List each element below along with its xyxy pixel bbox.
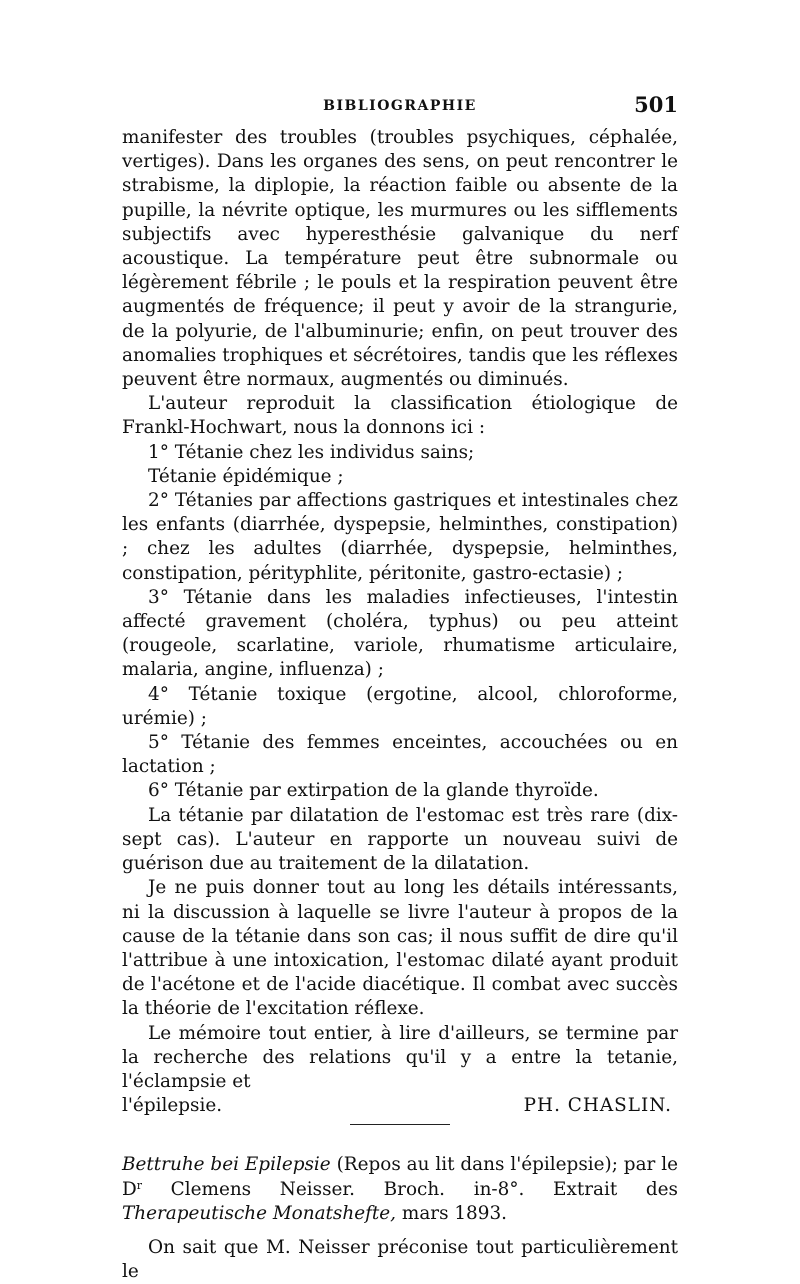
paragraph: manifester des troubles (troubles psychiques, céphalée, vertiges). Dans les organes des sens, on peut rencontrer le strabisme, la diplopie, la réaction faible ou absente de la pupille, la névrite optique, les murmures ou les sifflements subjectifs avec hyperesthésie galvanique du nerf acoustique. La température peut être subnormale ou légèrement fébrile ; le pouls et la respiration peuvent être augmentés de fréquence; il peut y avoir de la strangurie, de la polyurie, de l'albuminurie; enfin, on peut trouver des anomalies trophiques et sécrétoires, tandis que les réflexes peuvent être normaux, augmentés ou diminués. — [122, 127, 678, 391]
list-item: Tétanie épidémique ; — [148, 465, 344, 487]
running-title: BIBLIOGRAPHIE — [323, 98, 477, 114]
list-item: 4° Tétanie toxique (ergotine, alcool, chloroforme, urémie) ; — [122, 683, 678, 729]
paragraph: L'auteur reproduit la classification étiologique de Frankl-Hochwart, nous la donnons ici : — [122, 393, 678, 439]
list-item: 1° Tétanie chez les individus sains; — [148, 441, 475, 463]
last-line-text: l'épilepsie. — [122, 1095, 223, 1117]
author-signature: PH. CHASLIN. — [523, 1095, 672, 1117]
citation-entry — [122, 1153, 678, 1226]
citation-title: Bettruhe bei Epilepsie — [122, 1154, 331, 1176]
paragraph: La tétanie par dilatation de l'estomac est très rare (dix-sept cas). L'auteur en rapporte un nouveau suivi de guérison due au traitement de la dilatation. — [122, 804, 678, 875]
body-text — [122, 126, 678, 1284]
citation-journal: Therapeutische Monatshefte, — [122, 1202, 397, 1224]
paragraph: Le mémoire tout entier, à lire d'ailleurs, se termine par la recherche des relations qu'il y a entre la tetanie, l'éclampsie et — [122, 1022, 678, 1092]
paragraph: Je ne puis donner tout au long les détails intéressants, ni la discussion à laquelle se livre l'auteur à propos de la cause de la tétanie dans son cas; il nous suffit de dire qu'il l'attribue à une intoxication, l'estomac dilaté ayant produit de l'acétone et de l'acide diacétique. Il combat avec succès la théorie de l'excitation réflexe. — [122, 877, 678, 1020]
citation-text: Clemens Neisser. Broch. in-8°. Extrait des — [142, 1178, 678, 1200]
signature-line — [122, 1094, 678, 1118]
page-number: 501 — [634, 92, 678, 117]
citation-text: mars 1893. — [396, 1202, 508, 1224]
list-item: 6° Tétanie par extirpation de la glande thyroïde. — [148, 780, 599, 802]
citation-text: (Repos au lit dans l'épilepsie); par le D — [122, 1154, 678, 1200]
closing-paragraph: On sait que M. Neisser préconise tout particulièrement le — [122, 1236, 678, 1283]
citation-superscript: r — [136, 1178, 143, 1192]
book-page — [122, 92, 678, 1284]
list-item: 2° Tétanies par affections gastriques et intestinales chez les enfants (diarrhée, dyspepsie, helminthes, constipation) ; chez les adultes (diarrhée, dyspepsie, helminthes, constipation, pérityphlite, péritonite, gastro-ectasie) ; — [122, 490, 678, 584]
running-head — [122, 92, 678, 122]
list-item: 5° Tétanie des femmes enceintes, accouchées ou en lactation ; — [122, 732, 678, 778]
list-item: 3° Tétanie dans les maladies infectieuses, l'intestin affecté gravement (choléra, typhus) ou peu atteint (rougeole, scarlatine, variole, rhumatisme articulaire, malaria, angine, influenza) ; — [122, 586, 678, 681]
